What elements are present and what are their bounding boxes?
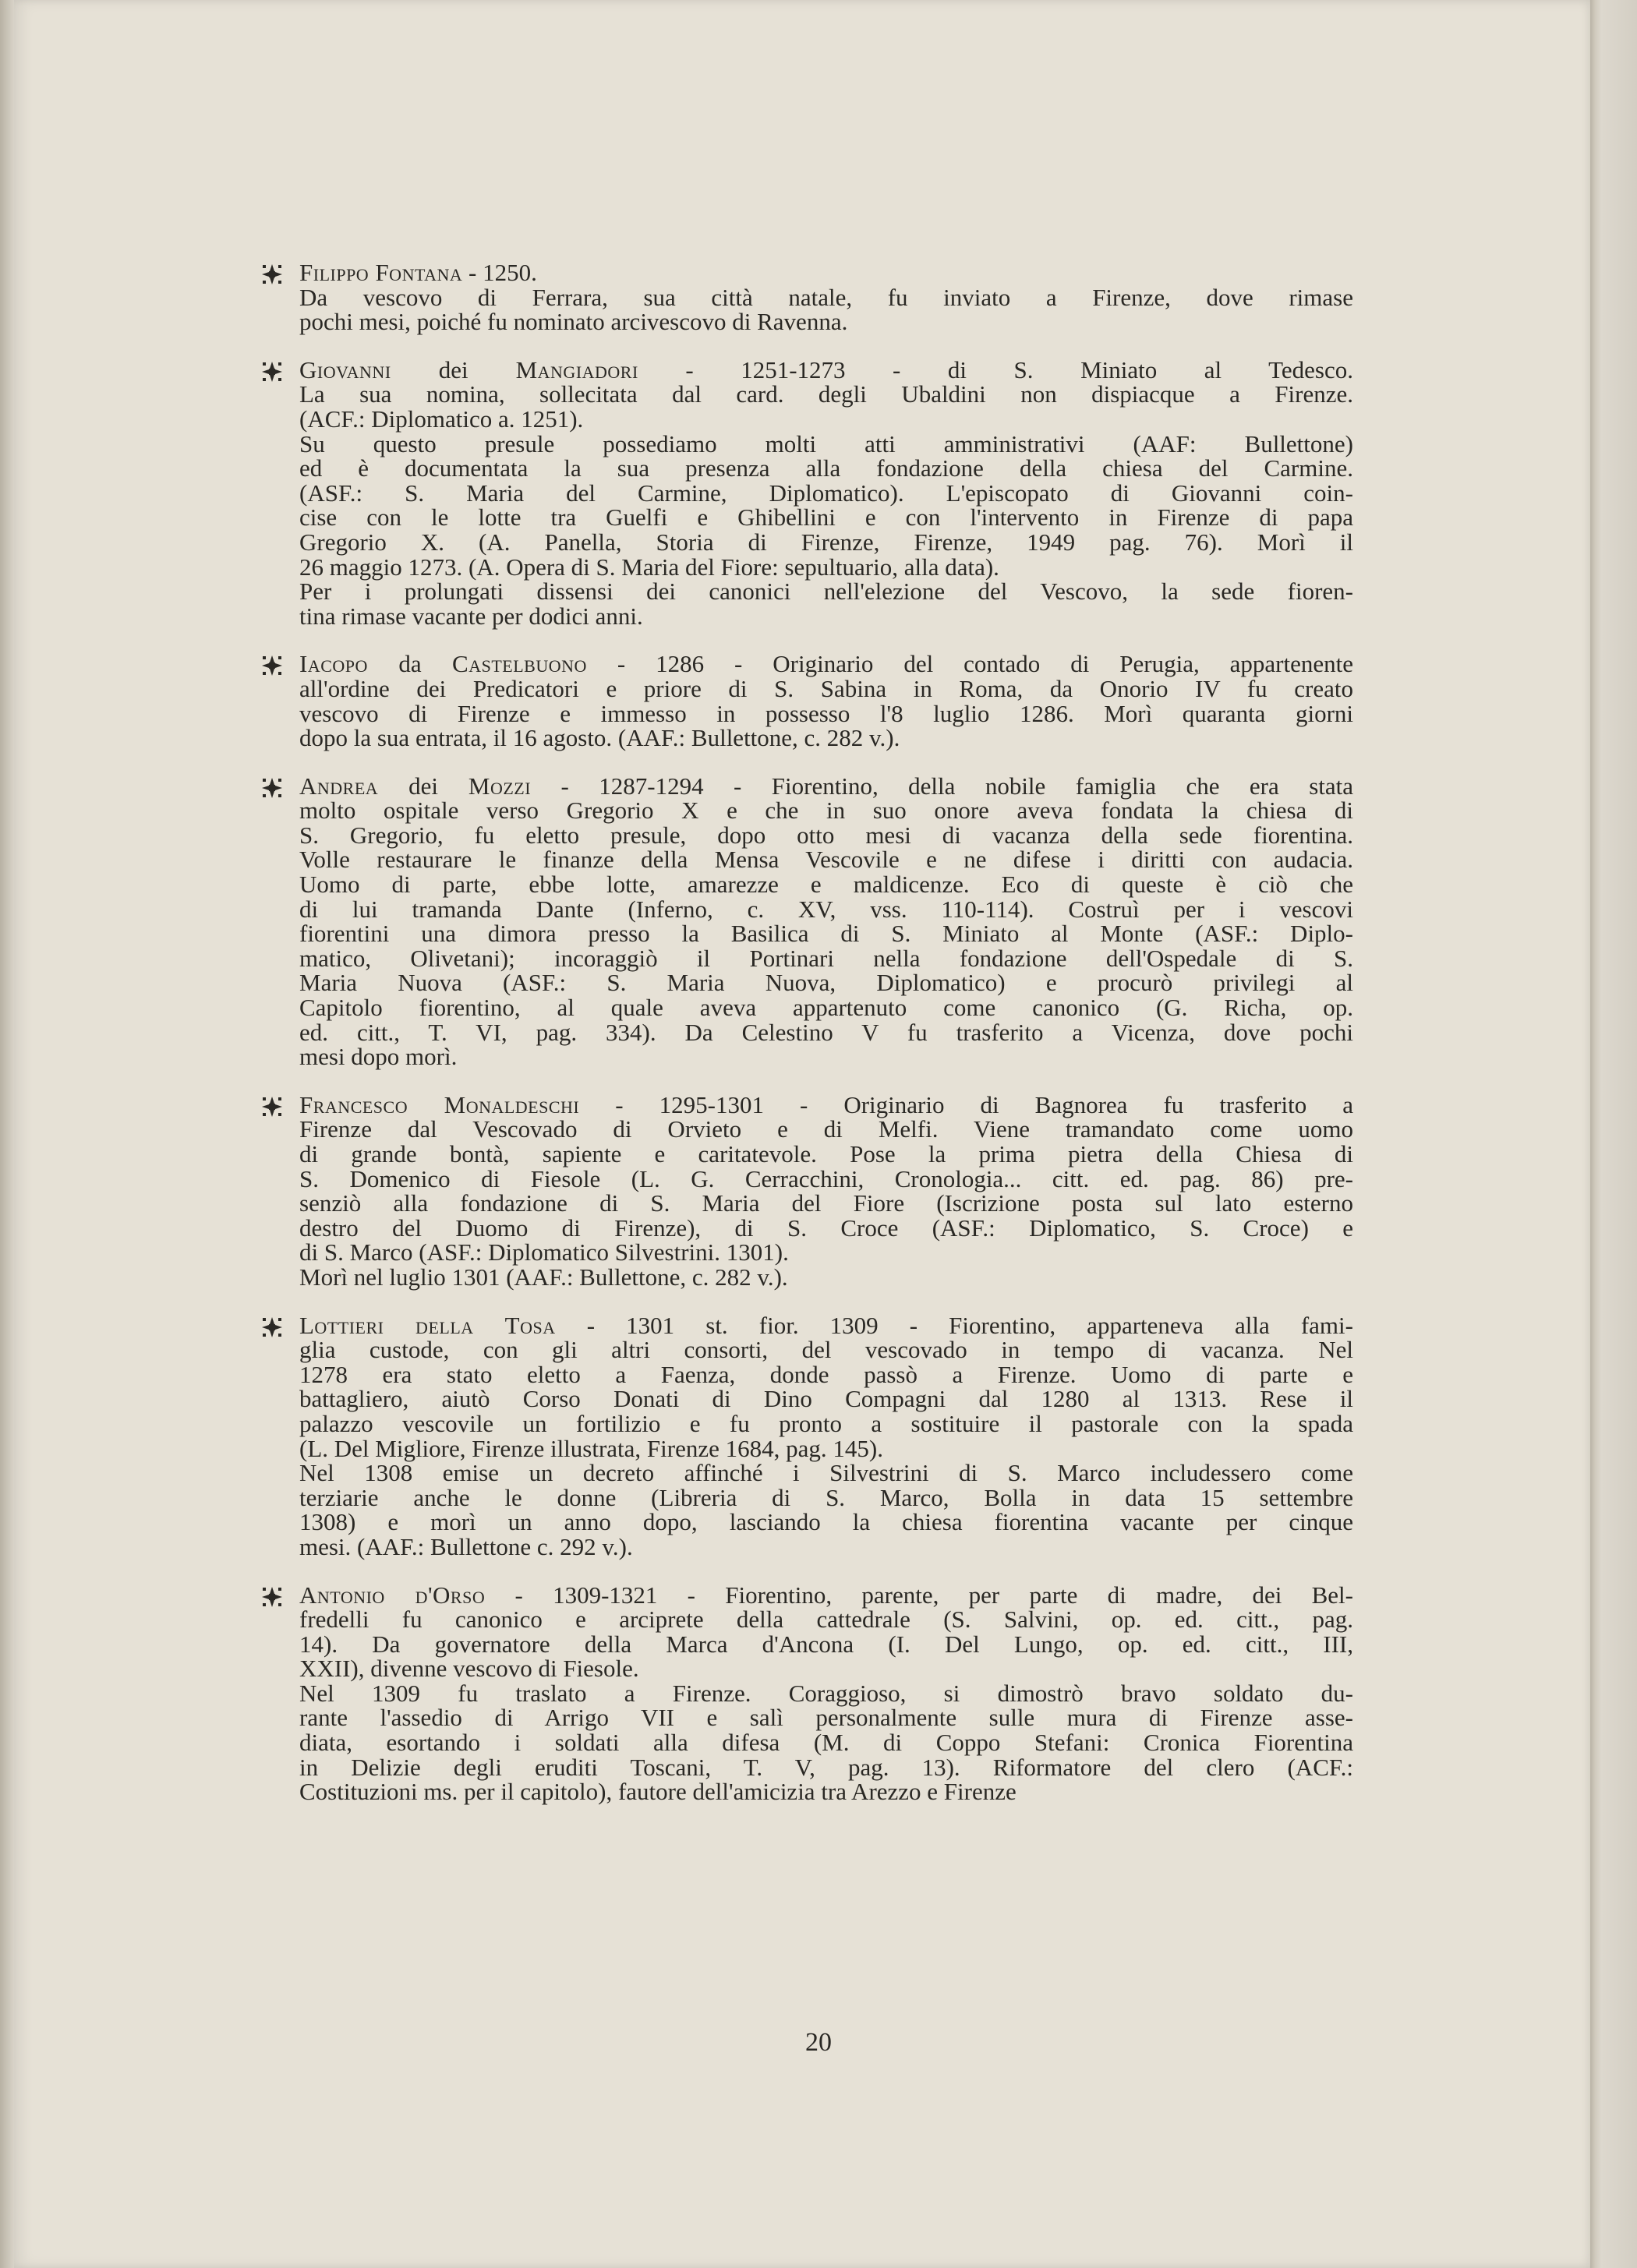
entry-text-line: ed è documentata la sua presenza alla fondazione della chiesa del Carmine.: [299, 454, 1353, 482]
entry-text-line: di S. Marco (ASF.: Diplomatico Silvestrini. 1301).: [299, 1238, 789, 1266]
entry-text-line: Capitolo fiorentino, al quale aveva appartenuto come canonico (G. Richa, op.: [299, 994, 1353, 1022]
page-gutter-left: [0, 0, 14, 2268]
entry-text-line: terziarie anche le donne (Libreria di S. Marco, Bolla in data 15 settembre: [299, 1483, 1353, 1511]
entry-text-line: in Delizie degli eruditi Toscani, T. V, pag. 13). Riformatore del clero (ACF.:: [299, 1753, 1353, 1781]
entry-text-line: senziò alla fondazione di S. Maria del Fiore (Iscrizione posta sul lato esterno: [299, 1189, 1353, 1217]
entry-heading-line: Lottieri della Tosa - 1301 st. fior. 1309 - Fiorentino, apparteneva alla fami-: [299, 1311, 1353, 1339]
page-edge-right: [1590, 0, 1637, 2268]
entry-heading-line: Filippo Fontana - 1250.: [299, 259, 537, 286]
entry-text-line: mesi. (AAF.: Bullettone c. 292 v.).: [299, 1532, 633, 1560]
entry-text-line: (ASF.: S. Maria del Carmine, Diplomatico). L'episcopato di Giovanni coin-: [299, 479, 1353, 507]
entry-text-line: rante l'assedio di Arrigo VII e salì personalmente sulle mura di Firenze asse-: [299, 1704, 1353, 1732]
entry-text-line: fiorentini una dimora presso la Basilica di S. Miniato al Monte (ASF.: Diplo-: [299, 920, 1353, 948]
entry-text-line: (L. Del Migliore, Firenze illustrata, Firenze 1684, pag. 145).: [299, 1434, 883, 1462]
entry-text-line: Maria Nuova (ASF.: S. Maria Nuova, Diplomatico) e procurò privilegi al: [299, 969, 1353, 997]
page-number: 20: [805, 2028, 832, 2057]
entry-text-line: mesi dopo morì.: [299, 1043, 458, 1071]
entry-text-line: fredelli fu canonico e arciprete della cattedrale (S. Salvini, op. ed. citt., pag.: [299, 1606, 1353, 1634]
entry-text-line: dopo la sua entrata, il 16 agosto. (AAF.: Bullettone, c. 282 v.).: [299, 724, 900, 752]
entry-text-line: glia custode, con gli altri consorti, del vescovado in tempo di vacanza. Nel: [299, 1336, 1353, 1364]
entry-text-line: ed. citt., T. VI, pag. 334). Da Celestino V fu trasferito a Vicenza, dove pochi: [299, 1018, 1353, 1046]
cross-pattee-icon: [260, 776, 284, 800]
cross-pattee-icon: [260, 1095, 284, 1118]
bishop-entry: [299, 355, 1353, 630]
entry-text-line: pochi mesi, poiché fu nominato arcivescovo di Ravenna.: [299, 308, 848, 336]
bishop-entry: [299, 1090, 1353, 1291]
entry-text-line: La sua nomina, sollecitata dal card. degli Ubaldini non dispiacque a Firenze.: [299, 380, 1353, 408]
entry-text-line: 1308) e morì un anno dopo, lasciando la chiesa fiorentina vacante per cinque: [299, 1508, 1353, 1536]
entry-text-line: Morì nel luglio 1301 (AAF.: Bullettone, c. 282 v.).: [299, 1263, 788, 1291]
bishop-entry: [299, 774, 1353, 1069]
entry-text-line: (ACF.: Diplomatico a. 1251).: [299, 404, 584, 433]
entry-text-line: Nel 1309 fu traslato a Firenze. Coraggioso, si dimostrò bravo soldato du-: [299, 1679, 1353, 1707]
entry-heading-line: Antonio d'Orso - 1309-1321 - Fiorentino, parente, per parte di madre, dei Bel-: [299, 1581, 1353, 1609]
entry-text-line: battagliero, aiutò Corso Donati di Dino Compagni dal 1280 al 1313. Rese il: [299, 1385, 1353, 1413]
bishop-entry: [299, 1583, 1353, 1804]
entry-text-line: cise con le lotte tra Guelfi e Ghibellini e con l'intervento in Firenze di papa: [299, 503, 1353, 532]
entry-text-line: Per i prolungati dissensi dei canonici nell'elezione del Vescovo, la sede fioren-: [299, 578, 1353, 606]
entry-text-line: all'ordine dei Predicatori e priore di S. Sabina in Roma, da Onorio IV fu creato: [299, 674, 1353, 702]
entry-text-line: diata, esortando i soldati alla difesa (M. di Coppo Stefani: Cronica Fiorentina: [299, 1729, 1353, 1757]
entry-heading-line: Iacopo da Castelbuono - 1286 - Originario del contado di Perugia, appartenente: [299, 650, 1353, 678]
entry-text-line: Nel 1308 emise un decreto affinché i Silvestrini di S. Marco includessero come: [299, 1459, 1353, 1487]
entry-text-line: S. Gregorio, fu eletto presule, dopo otto mesi di vacanza della sede fiorentina.: [299, 821, 1353, 849]
entry-text-line: XXII), divenne vescovo di Fiesole.: [299, 1655, 639, 1683]
entry-text-line: Uomo di parte, ebbe lotte, amarezze e maldicenze. Eco di queste è ciò che: [299, 871, 1353, 899]
entry-heading-line: Giovanni dei Mangiadori - 1251-1273 - di S. Miniato al Tedesco.: [299, 355, 1353, 383]
entry-text-line: Volle restaurare le finanze della Mensa Vescovile e ne difese i diritti con audacia.: [299, 846, 1353, 874]
entry-text-line: matico, Olivetani); incoraggiò il Portinari nella fondazione dell'Ospedale di S.: [299, 944, 1353, 972]
entry-text-line: Su questo presule possediamo molti atti amministrativi (AAF: Bullettone): [299, 429, 1353, 457]
bishop-entry: [299, 652, 1353, 750]
entry-text-line: 1278 era stato eletto a Faenza, donde passò a Firenze. Uomo di parte e: [299, 1360, 1353, 1388]
entry-text-line: di lui tramanda Dante (Inferno, c. XV, vss. 110-114). Costruì per i vescovi: [299, 895, 1353, 923]
entry-text-line: Costituzioni ms. per il capitolo), fautore dell'amicizia tra Arezzo e Firenze: [299, 1778, 1016, 1806]
entry-heading-line: Andrea dei Mozzi - 1287-1294 - Fiorentino, della nobile famiglia che era stata: [299, 772, 1353, 800]
entry-text-line: Da vescovo di Ferrara, sua città natale, fu inviato a Firenze, dove rimase: [299, 283, 1353, 311]
cross-pattee-icon: [260, 1316, 284, 1339]
cross-pattee-icon: [260, 654, 284, 677]
entry-text-line: 14). Da governatore della Marca d'Ancona (I. Del Lungo, op. ed. citt., III,: [299, 1630, 1353, 1658]
entry-text-line: palazzo vescovile un fortilizio e fu pronto a sostituire il pastorale con la spada: [299, 1409, 1353, 1437]
entry-text-line: tina rimase vacante per dodici anni.: [299, 602, 643, 630]
cross-pattee-icon: [260, 1585, 284, 1609]
bishop-entry: [299, 260, 1353, 334]
bishops-list: [299, 260, 1353, 1828]
entry-text-line: destro del Duomo di Firenze), di S. Croce (ASF.: Diplomatico, S. Croce) e: [299, 1213, 1353, 1242]
entry-text-line: Gregorio X. (A. Panella, Storia di Firenze, Firenze, 1949 pag. 76). Morì il: [299, 528, 1353, 556]
cross-pattee-icon: [260, 263, 284, 286]
cross-pattee-icon: [260, 360, 284, 383]
entry-text-line: S. Domenico di Fiesole (L. G. Cerracchini, Cronologia... citt. ed. pag. 86) pre-: [299, 1164, 1353, 1192]
entry-text-line: 26 maggio 1273. (A. Opera di S. Maria del Fiore: sepultuario, alla data).: [299, 553, 999, 581]
entry-text-line: molto ospitale verso Gregorio X e che in suo onore aveva fondata la chiesa di: [299, 797, 1353, 825]
entry-text-line: di grande bontà, sapiente e caritatevole. Pose la prima pietra della Chiesa di: [299, 1140, 1353, 1168]
entry-heading-line: Francesco Monaldeschi - 1295-1301 - Originario di Bagnorea fu trasferito a: [299, 1090, 1353, 1118]
entry-text-line: vescovo di Firenze e immesso in possesso l'8 luglio 1286. Morì quaranta giorni: [299, 699, 1353, 727]
entry-text-line: Firenze dal Vescovado di Orvieto e di Melfi. Viene tramandato come uomo: [299, 1115, 1353, 1143]
bishop-entry: [299, 1313, 1353, 1560]
